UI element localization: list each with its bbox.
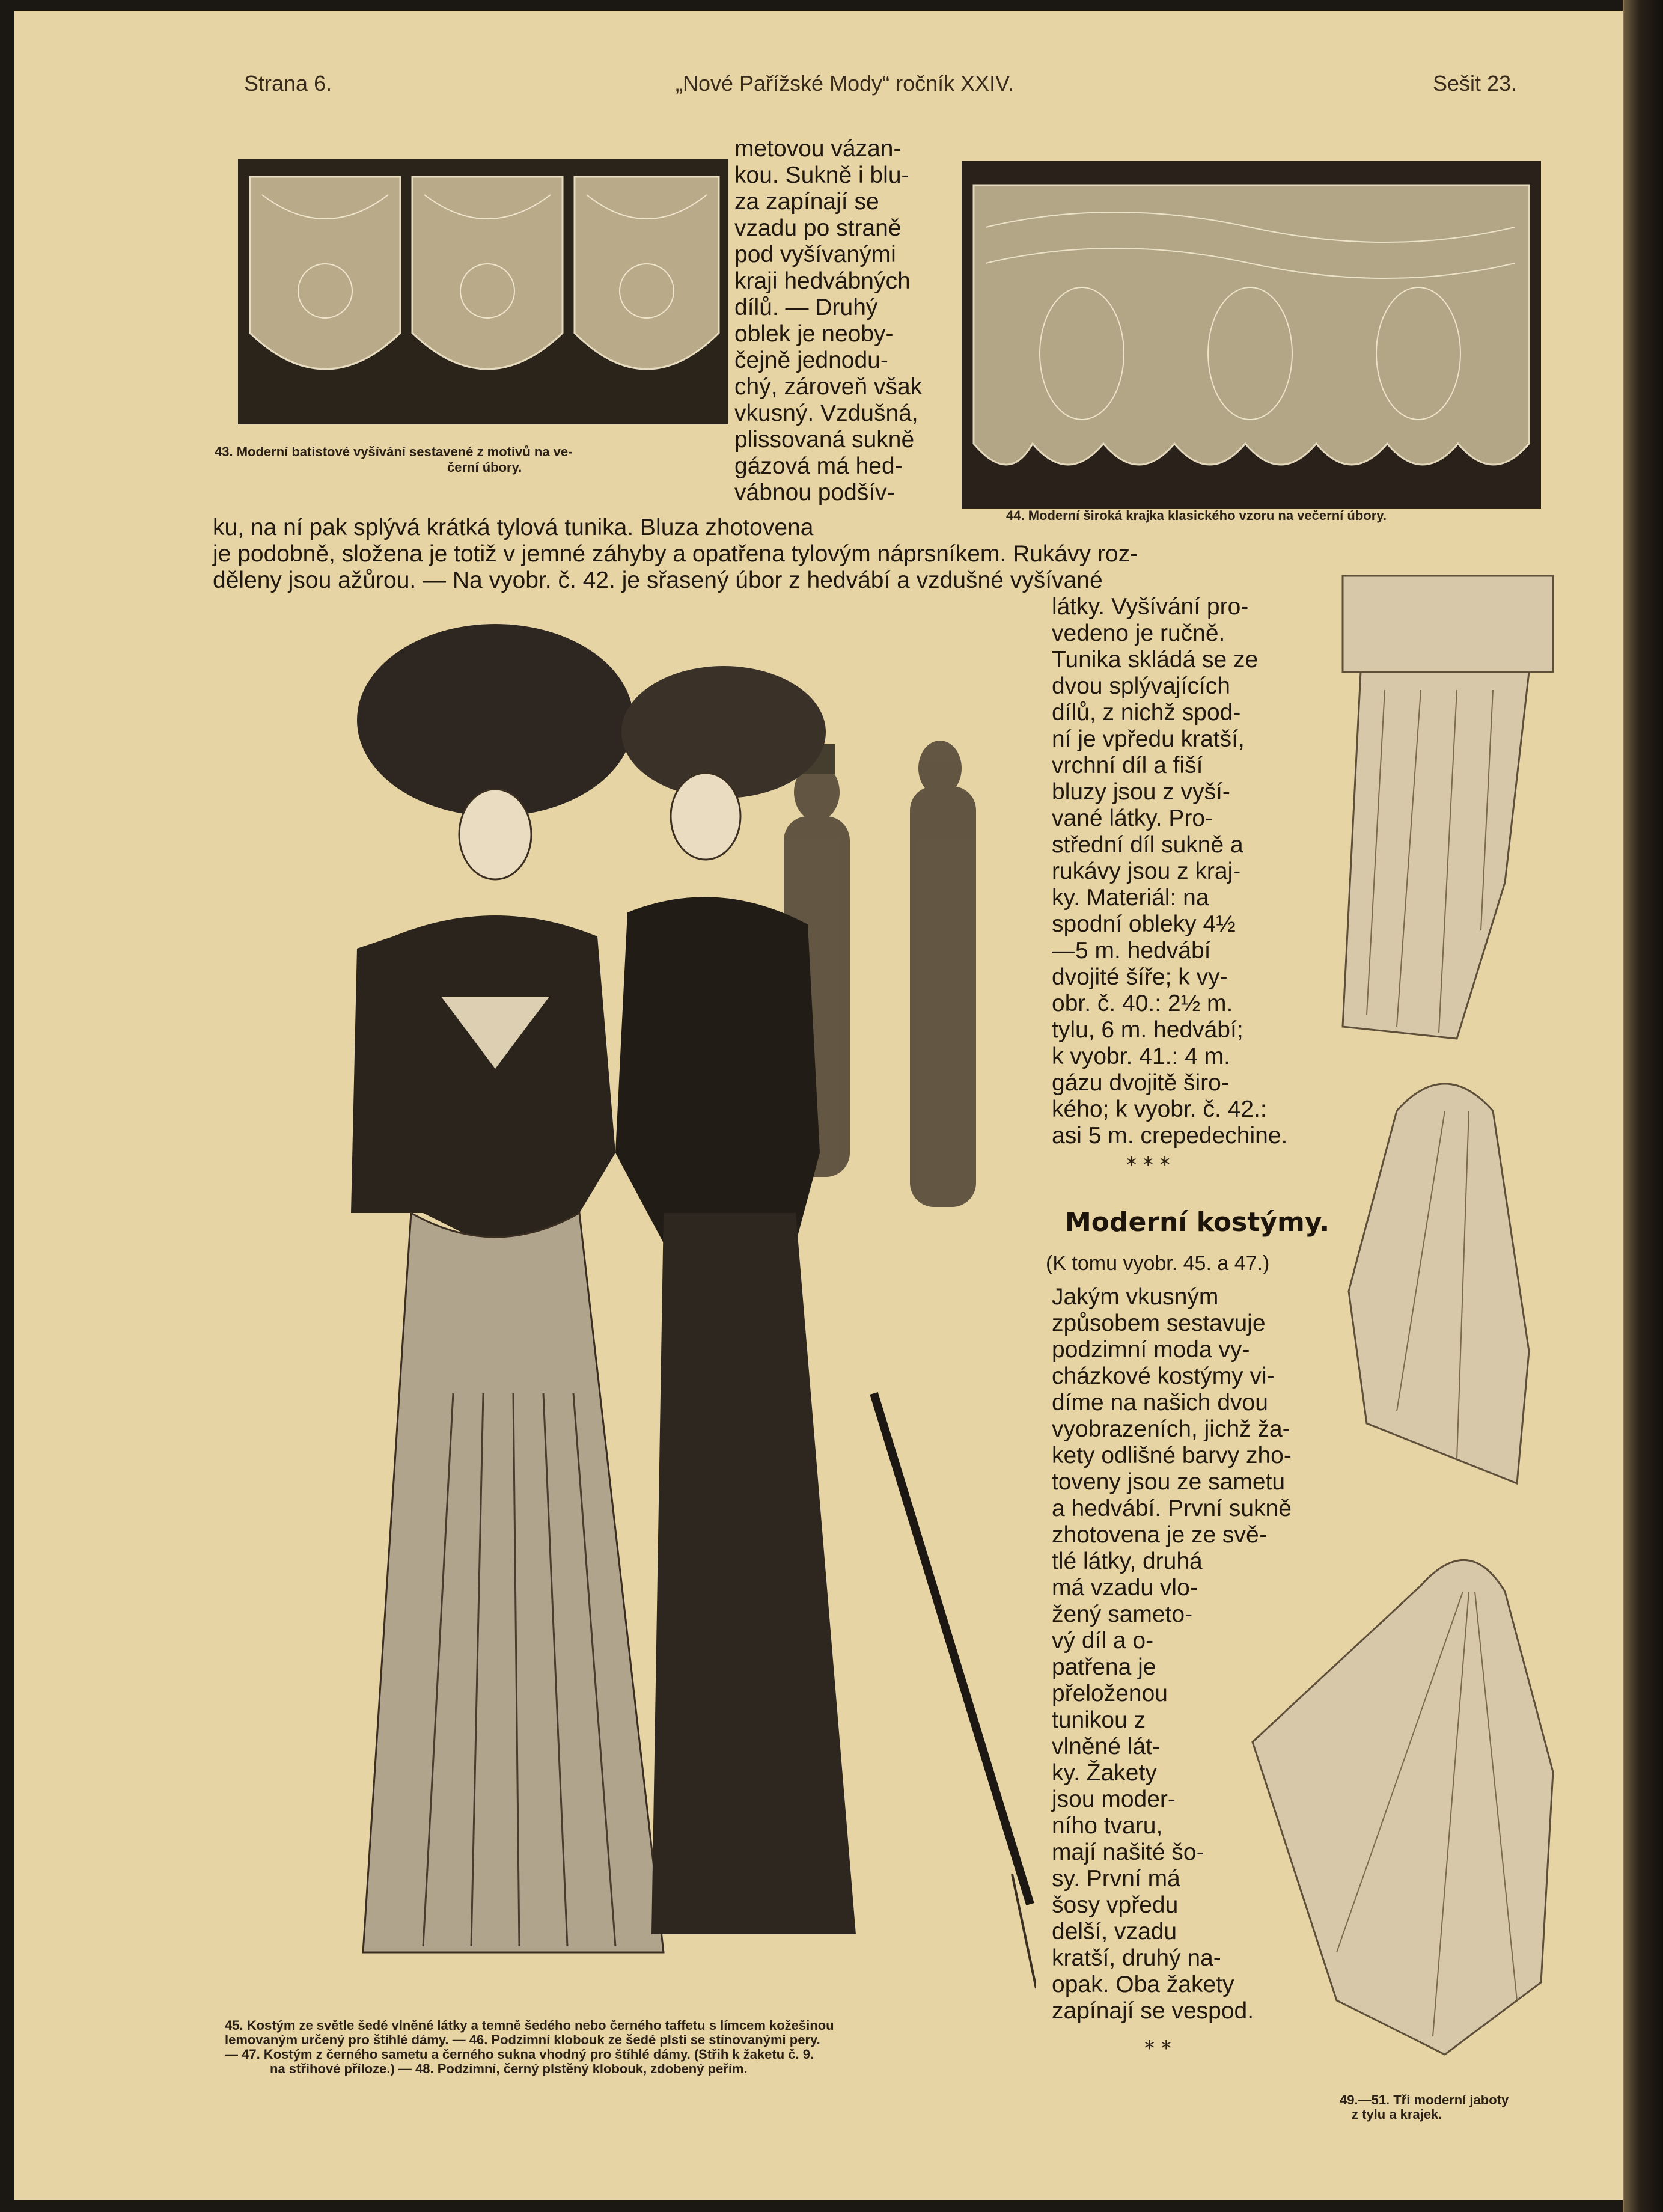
text-line: podzimní moda vy- [1052, 1337, 1250, 1363]
text-line: kety odlišné barvy zho- [1052, 1443, 1292, 1468]
text-line: vlněné lát- [1052, 1734, 1160, 1759]
text-line: opak. Oba žakety [1052, 1972, 1234, 1997]
text-line: kratší, druhý na- [1052, 1945, 1221, 1971]
text-line: čejně jednodu- [734, 347, 888, 373]
text-line: —5 m. hedvábí [1052, 938, 1211, 964]
text-line: vedeno je ručně. [1052, 620, 1225, 646]
text-line: kraji hedvábných [734, 268, 911, 294]
text-line: metovou vázan- [734, 136, 902, 162]
text-line: mají našité šo- [1052, 1839, 1204, 1865]
section-divider-stars: * * * [1126, 1153, 1170, 1177]
text-line: dvou splývajících [1052, 673, 1230, 699]
text-wide-1: ku, na ní pak splývá krátká tylová tunika. Bluza zhotovena [213, 515, 814, 540]
binding-edge [1624, 0, 1663, 2212]
text-line: a hedvábí. První sukně [1052, 1496, 1292, 1521]
text-line: vý díl a o- [1052, 1628, 1154, 1654]
text-line: gázu dvojitě širo- [1052, 1070, 1229, 1096]
caption-fig45-line1: 45. Kostým ze světle šedé vlněné látky a temně šedého nebo černého taffetu s límcem kožešinou [225, 2018, 834, 2033]
text-line: vrchní díl a fiší [1052, 753, 1203, 778]
text-line: tunikou z [1052, 1707, 1146, 1733]
section-heading: Moderní kostýmy. [1065, 1207, 1330, 1238]
text-line: Tunika skládá se ze [1052, 647, 1259, 673]
end-stars: * * [1144, 2036, 1171, 2061]
text-line: spodní obleky 4½ [1052, 911, 1236, 937]
text-line: šosy vpředu [1052, 1892, 1179, 1918]
text-line: dílů, z nichž spod- [1052, 700, 1241, 726]
magazine-page [14, 11, 1624, 2200]
text-line: žený sameto- [1052, 1601, 1193, 1627]
text-line: dvojité šíře; k vy- [1052, 964, 1228, 990]
text-line: vzadu po straně [734, 215, 902, 241]
text-line: plissovaná sukně [734, 427, 915, 453]
caption-fig43-line1: 43. Moderní batistové vyšívání sestavené z motivů na ve- [215, 444, 573, 459]
text-line: vkusný. Vzdušná, [734, 400, 918, 426]
costume-illustration-45-48 [243, 612, 1036, 1994]
text-line: k vyobr. 41.: 4 m. [1052, 1043, 1230, 1069]
text-line: toveny jsou ze sametu [1052, 1469, 1286, 1495]
text-line: látky. Vyšívání pro- [1052, 594, 1249, 620]
text-line: zhotovena je ze svě- [1052, 1522, 1267, 1548]
page-number: Strana 6. [244, 71, 332, 96]
text-line: tlé látky, druhá [1052, 1548, 1203, 1574]
text-line: pod vyšívanými [734, 242, 896, 267]
text-line: Jakým vkusným [1052, 1284, 1219, 1310]
lace-illustration-44 [962, 161, 1541, 509]
text-col-top [734, 136, 922, 506]
text-wide-2: je podobně, složena je totiž v jemné záhyby a opatřena tylovým náprsníkem. Rukávy roz- [213, 541, 1138, 567]
caption-fig49-line2: z tylu a krajek. [1352, 2107, 1442, 2122]
text-line: cházkové kostýmy vi- [1052, 1363, 1275, 1389]
text-line: díme na našich dvou [1052, 1390, 1268, 1416]
issue-number: Sešit 23. [1433, 71, 1518, 96]
text-wide-3: děleny jsou ažůrou. — Na vyobr. č. 42. je sřasený úbor z hedvábí a vzdušné vyšívané [213, 567, 1103, 593]
text-line: asi 5 m. crepedechine. [1052, 1123, 1288, 1149]
text-line: vábnou podšív- [734, 480, 895, 506]
text-line: obr. č. 40.: 2½ m. [1052, 991, 1233, 1016]
text-line: ního tvaru, [1052, 1813, 1163, 1839]
text-line: způsobem sestavuje [1052, 1310, 1266, 1336]
text-line: vané látky. Pro- [1052, 805, 1213, 831]
text-line: ky. Žakety [1052, 1760, 1157, 1786]
text-line: ky. Materiál: na [1052, 885, 1209, 911]
text-line: bluzy jsou z vyší- [1052, 779, 1230, 805]
text-line: kého; k vyobr. č. 42.: [1052, 1096, 1267, 1122]
running-title: „Nové Pařížské Mody“ ročník XXIV. [676, 71, 1014, 96]
text-line: ní je vpředu kratší, [1052, 726, 1245, 752]
text-line: sy. První má [1052, 1866, 1180, 1892]
text-line: gázová má hed- [734, 453, 903, 479]
caption-fig44: 44. Moderní široká krajka klasického vzoru na večerní úbory. [1006, 508, 1387, 523]
text-line: tylu, 6 m. hedvábí; [1052, 1017, 1243, 1043]
text-line: zapínají se vespod. [1052, 1998, 1254, 2024]
text-line: střední díl sukně a [1052, 832, 1243, 858]
embroidery-illustration-43 [238, 159, 728, 424]
text-line: rukávy jsou z kraj- [1052, 858, 1241, 884]
caption-fig45-line3: — 47. Kostým z černého sametu a černého sukna vhodný pro štíhlé dámy. (Střih k žaketu č. 9. [225, 2047, 814, 2062]
text-line: za zapínají se [734, 189, 879, 215]
jabots-illustration-49-51 [1216, 570, 1571, 2079]
text-line: chý, zároveň však [734, 374, 923, 400]
caption-fig49-line1: 49.—51. Tři moderní jaboty [1340, 2092, 1509, 2107]
section-subtitle: (K tomu vyobr. 45. a 47.) [1046, 1252, 1270, 1275]
text-line: delší, vzadu [1052, 1919, 1177, 1945]
text-line: přeloženou [1052, 1681, 1168, 1706]
text-line: patřena je [1052, 1654, 1156, 1680]
text-line: jsou moder- [1052, 1786, 1176, 1812]
text-line: kou. Sukně i blu- [734, 162, 909, 188]
caption-fig43-line2: černí úbory. [447, 460, 522, 475]
text-line: vyobrazeních, jichž ža- [1052, 1416, 1290, 1442]
caption-fig45-line4: na střihové příloze.) — 48. Podzimní, černý plstěný klobouk, zdobený peřím. [270, 2061, 748, 2076]
text-line: dílů. — Druhý [734, 295, 878, 320]
caption-fig45-line2: lemovaným určený pro štíhlé dámy. — 46. Podzimní klobouk ze šedé plsti se stínovanými pery. [225, 2032, 820, 2047]
text-line: má vzadu vlo- [1052, 1575, 1198, 1601]
text-line: oblek je neoby- [734, 321, 894, 347]
